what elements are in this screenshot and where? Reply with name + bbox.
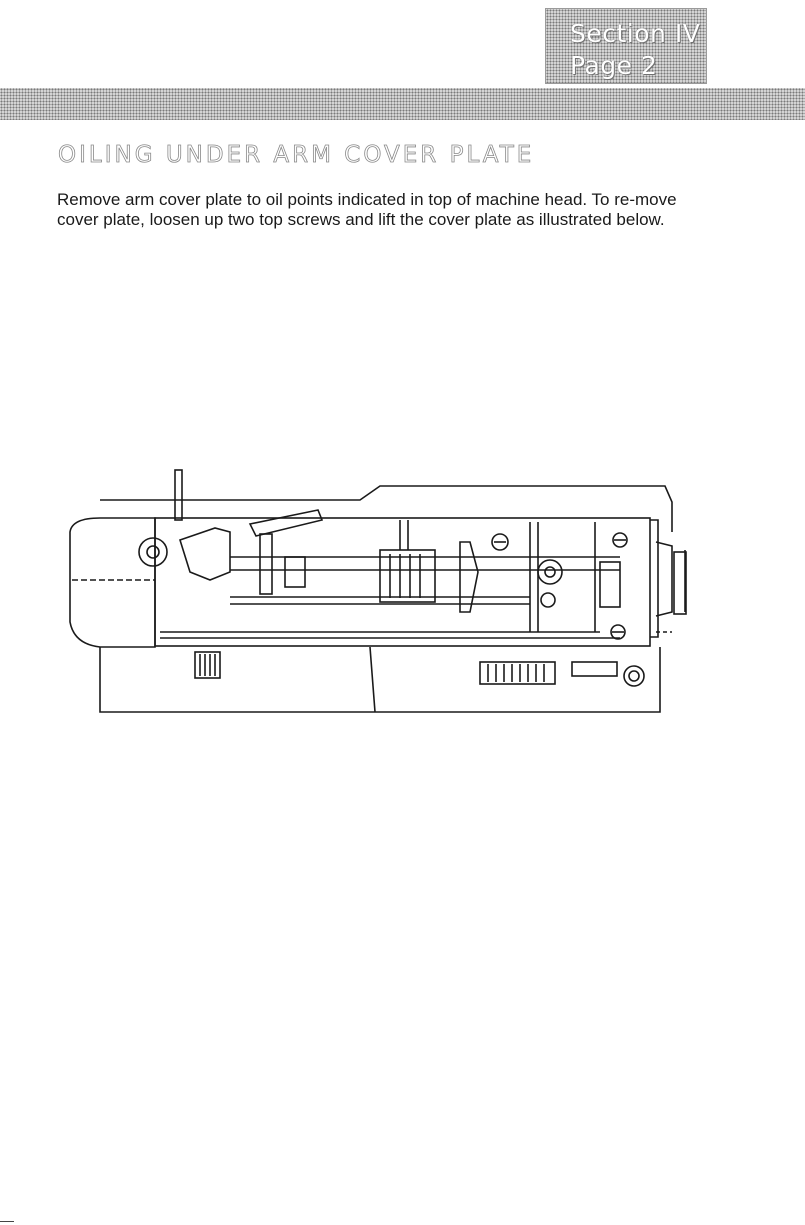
balance-wheel [139, 538, 167, 566]
spindle-rod [175, 470, 182, 520]
cam-assembly [460, 542, 478, 612]
machine-end-right [650, 520, 658, 637]
page-label: Page 2 [570, 51, 658, 80]
instruction-paragraph: Remove arm cover plate to oil points indicated in top of machine head. To re-move cover plate, loosen up two top screws and lift the cover plate as illustrated below. [57, 190, 677, 229]
foot-knob [195, 652, 220, 678]
lever-arm [250, 510, 322, 536]
power-button [624, 666, 644, 686]
header-band [0, 88, 805, 120]
section-label: Section IV [570, 19, 701, 48]
machine-drawing [60, 462, 700, 720]
sewing-machine-illustration [60, 462, 700, 720]
machine-top-outline [100, 486, 672, 532]
page-edge-mark [0, 1221, 14, 1222]
gear-wheel [538, 560, 562, 584]
machine-head-left [70, 518, 155, 647]
section-tab [545, 8, 707, 84]
switch [572, 662, 617, 676]
page-heading: OILING UNDER ARM COVER PLATE [58, 142, 535, 168]
machine-base [100, 647, 660, 712]
